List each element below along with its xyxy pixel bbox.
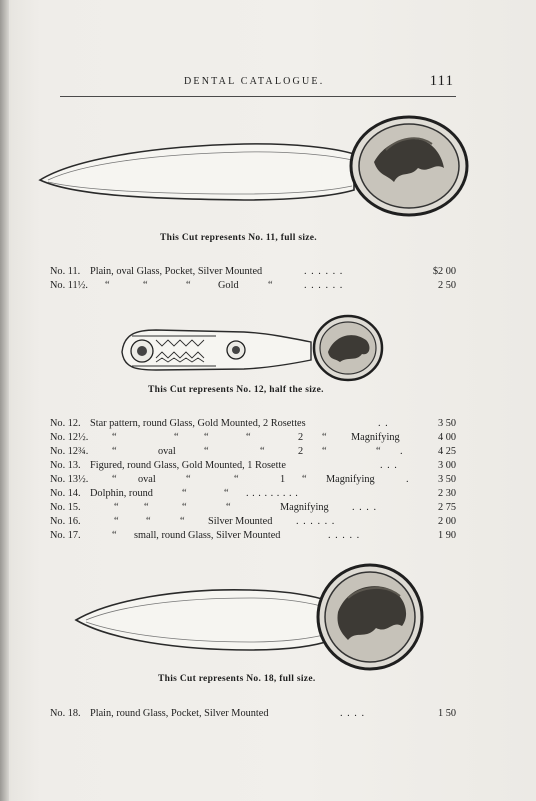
figure-caption-no-18: This Cut represents No. 18, full size.	[158, 674, 316, 684]
leader-dots: . . . .	[352, 502, 378, 513]
ditto-mark: “	[182, 488, 187, 499]
figure-caption-no-12: This Cut represents No. 12, half the size.	[148, 385, 324, 395]
ditto-mark: “	[174, 432, 179, 443]
ditto-mark: “	[114, 502, 119, 513]
ditto-mark: “	[144, 502, 149, 513]
ditto-mark: “	[234, 474, 239, 485]
price-row-no-12-half	[50, 432, 456, 446]
leader-dots: . .	[378, 418, 389, 429]
ditto-mark: “	[204, 446, 209, 457]
item-number: No. 12¾.	[50, 446, 89, 457]
price-row-no-11	[50, 266, 456, 280]
header-rule	[60, 96, 456, 97]
item-price: $2 00	[432, 266, 456, 277]
item-description: small, round Glass, Silver Mounted	[134, 530, 281, 541]
ditto-mark: “	[182, 502, 187, 513]
item-price: 4 25	[437, 446, 456, 457]
price-row-no-13-half	[50, 474, 456, 488]
ditto-mark: “	[204, 432, 209, 443]
item-price: 2 30	[437, 488, 456, 499]
price-row-no-17	[50, 530, 456, 544]
ditto-mark: “	[224, 488, 229, 499]
item-description: Magnifying	[326, 474, 375, 485]
price-row-no-13	[50, 460, 456, 474]
leader-dots: . . . . . .	[296, 516, 336, 527]
leader-dots: . . . . . .	[304, 266, 344, 277]
price-row-no-12	[50, 418, 456, 432]
item-number: No. 13½.	[50, 474, 89, 485]
mouth-mirror-no-11-illustration	[34, 104, 474, 222]
item-number: No. 12.	[50, 418, 81, 429]
ditto-mark: “	[180, 516, 185, 527]
price-row-no-11-half	[50, 280, 456, 294]
price-row-no-18	[50, 708, 456, 722]
item-price: 1 50	[437, 708, 456, 719]
item-price: 2 75	[437, 502, 456, 513]
item-number: No. 16.	[50, 516, 81, 527]
ditto-mark: “	[112, 474, 117, 485]
ditto-mark: “	[322, 446, 327, 457]
ditto-mark: “	[260, 446, 265, 457]
item-number: No. 17.	[50, 530, 81, 541]
ditto-mark: “	[114, 516, 119, 527]
page-number: 111	[429, 73, 454, 89]
item-description: Magnifying	[351, 432, 400, 443]
leader-dots: . . . . . .	[304, 280, 344, 291]
ditto-mark: “	[246, 432, 251, 443]
ditto-mark: “	[112, 446, 117, 457]
item-description: Star pattern, round Glass, Gold Mounted, 2 Rosettes	[90, 418, 306, 429]
leader-dots: . . . .	[340, 708, 366, 719]
book-spine-shadow	[0, 0, 9, 801]
item-price: 4 00	[437, 432, 456, 443]
item-number: No. 11½.	[50, 280, 88, 291]
item-price: 1 90	[437, 530, 456, 541]
rosette-count: 1	[280, 474, 286, 485]
item-number: No. 15.	[50, 502, 81, 513]
ditto-mark: “	[376, 446, 381, 457]
ditto-mark: “	[322, 432, 327, 443]
item-number: No. 12½.	[50, 432, 89, 443]
ditto-mark: “	[112, 530, 117, 541]
item-number: No. 18.	[50, 708, 81, 719]
ditto-mark: “	[112, 432, 117, 443]
leader-dots: .	[406, 474, 409, 485]
item-description: oval	[138, 474, 156, 485]
leader-dots: .	[400, 446, 403, 457]
leader-dots: . . . . .	[328, 530, 361, 541]
leader-dots: . . .	[380, 460, 398, 471]
item-description: Silver Mounted	[208, 516, 273, 527]
ditto-mark: “	[186, 280, 191, 291]
item-description: Dolphin, round	[90, 488, 153, 499]
item-description: Magnifying	[280, 502, 329, 513]
rosette-count: 2	[298, 446, 304, 457]
item-number: No. 13.	[50, 460, 81, 471]
ditto-mark: “	[226, 502, 231, 513]
ditto-mark: “	[105, 280, 110, 291]
leader-dots: . . . . . . . . .	[246, 488, 299, 499]
ditto-mark: “	[302, 474, 307, 485]
item-description: oval	[158, 446, 176, 457]
price-row-no-15	[50, 502, 456, 516]
price-row-no-12-three-quarter	[50, 446, 456, 460]
item-description: Plain, round Glass, Pocket, Silver Mounted	[90, 708, 269, 719]
item-description: Plain, oval Glass, Pocket, Silver Mounted	[90, 266, 263, 277]
ditto-mark: “	[268, 280, 273, 291]
item-price: 3 50	[437, 474, 456, 485]
mouth-mirror-no-18-illustration	[70, 560, 430, 672]
ditto-mark: “	[143, 280, 148, 291]
item-price: 3 50	[437, 418, 456, 429]
ditto-mark: “	[186, 474, 191, 485]
price-row-no-14	[50, 488, 456, 502]
rosette-count: 2	[298, 432, 304, 443]
item-price: 3 00	[437, 460, 456, 471]
running-header: DENTAL CATALOGUE.	[184, 76, 325, 87]
mouth-mirror-no-12-illustration	[116, 312, 388, 386]
price-row-no-16	[50, 516, 456, 530]
ditto-mark: “	[146, 516, 151, 527]
item-description: Figured, round Glass, Gold Mounted, 1 Rosette	[90, 460, 286, 471]
item-price: 2 00	[437, 516, 456, 527]
item-description: Gold	[218, 280, 239, 291]
item-number: No. 14.	[50, 488, 81, 499]
item-price: 2 50	[437, 280, 456, 291]
item-number: No. 11.	[50, 266, 81, 277]
figure-caption-no-11: This Cut represents No. 11, full size.	[160, 233, 317, 243]
